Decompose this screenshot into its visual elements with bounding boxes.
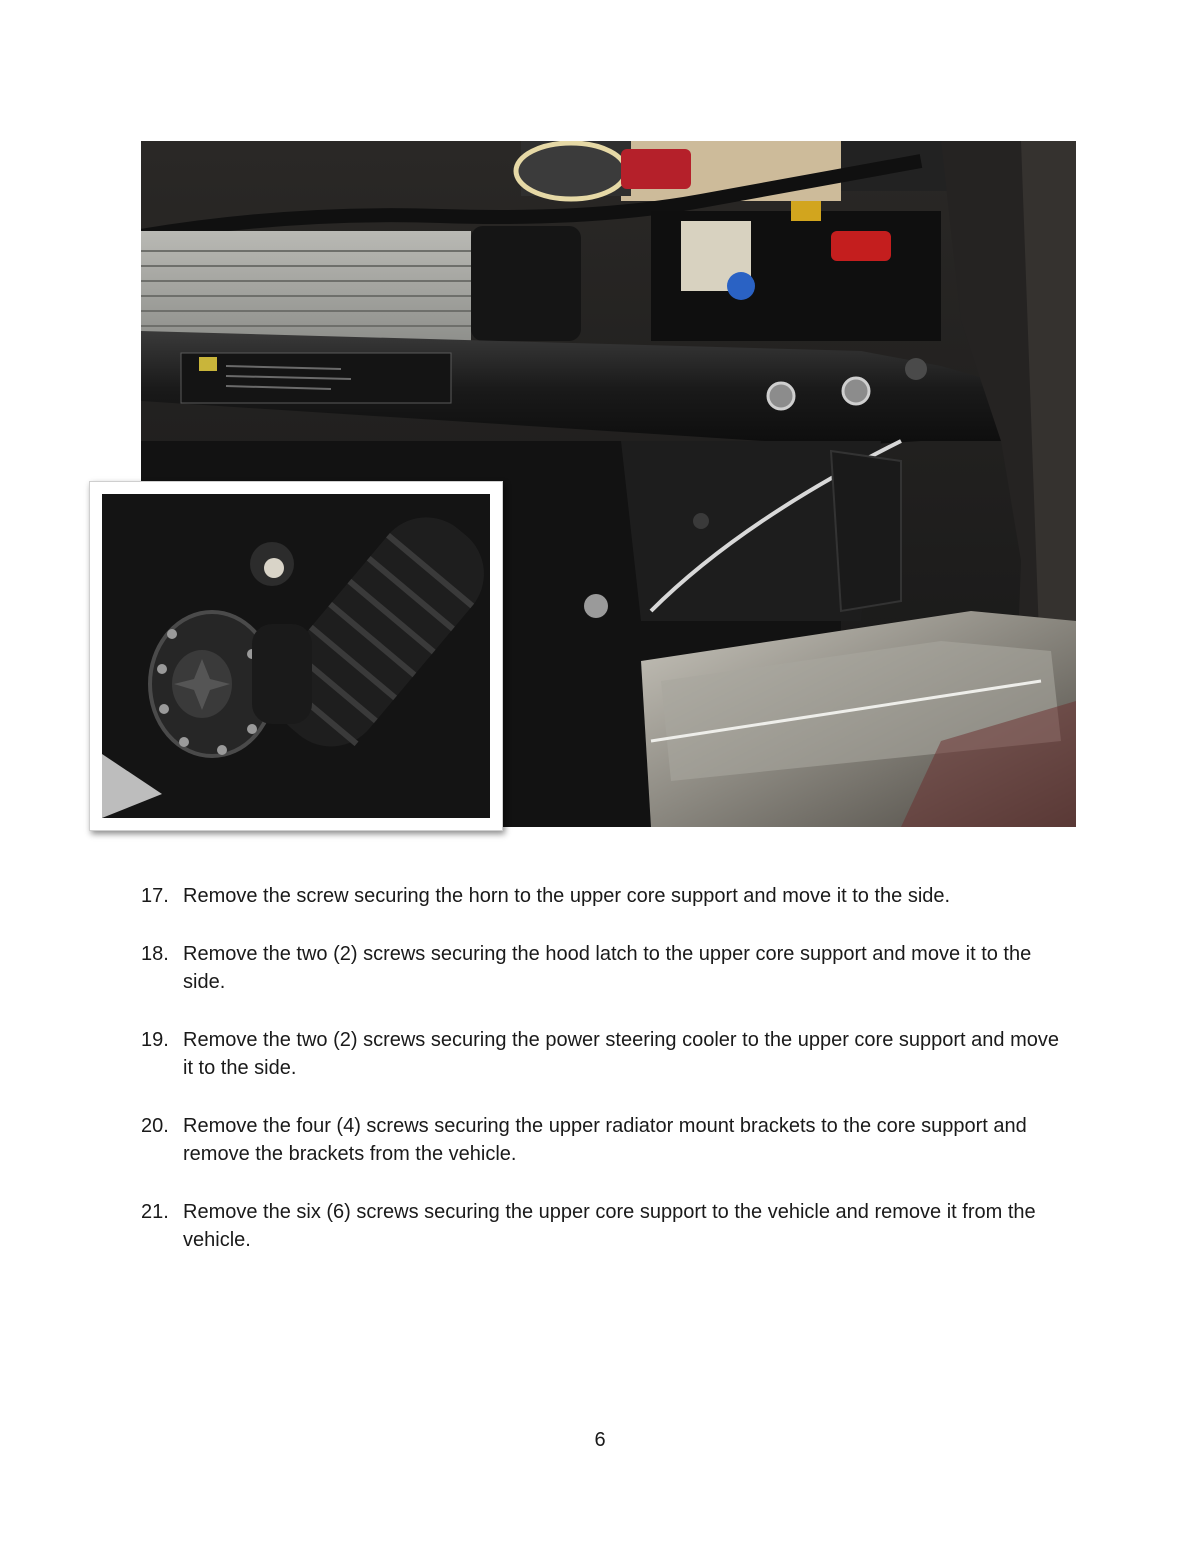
step-17 bbox=[141, 882, 1061, 910]
step-19 bbox=[141, 1026, 1061, 1082]
instruction-steps bbox=[141, 882, 1061, 1284]
page-number: 6 bbox=[594, 1429, 606, 1451]
step-text: Remove the two (2) screws securing the hood latch to the upper core support and move it to the side. bbox=[183, 943, 1032, 993]
step-text: Remove the four (4) screws securing the upper radiator mount brackets to the core support and remove the brackets from the vehicle. bbox=[183, 1115, 1027, 1165]
step-number: 18. bbox=[141, 943, 169, 965]
step-text: Remove the six (6) screws securing the upper core support to the vehicle and remove it from the vehicle. bbox=[183, 1201, 1036, 1251]
step-number: 20. bbox=[141, 1115, 169, 1137]
step-20 bbox=[141, 1112, 1061, 1168]
step-text: Remove the two (2) screws securing the power steering cooler to the upper core support and move it to the side. bbox=[183, 1029, 1059, 1079]
step-number: 21. bbox=[141, 1201, 169, 1223]
step-18 bbox=[141, 940, 1061, 996]
step-text: Remove the screw securing the horn to the upper core support and move it to the side. bbox=[183, 885, 951, 907]
step-number: 19. bbox=[141, 1029, 169, 1051]
step-number: 17. bbox=[141, 885, 169, 907]
step-21 bbox=[141, 1198, 1061, 1254]
horn-closeup-photo bbox=[89, 481, 503, 831]
